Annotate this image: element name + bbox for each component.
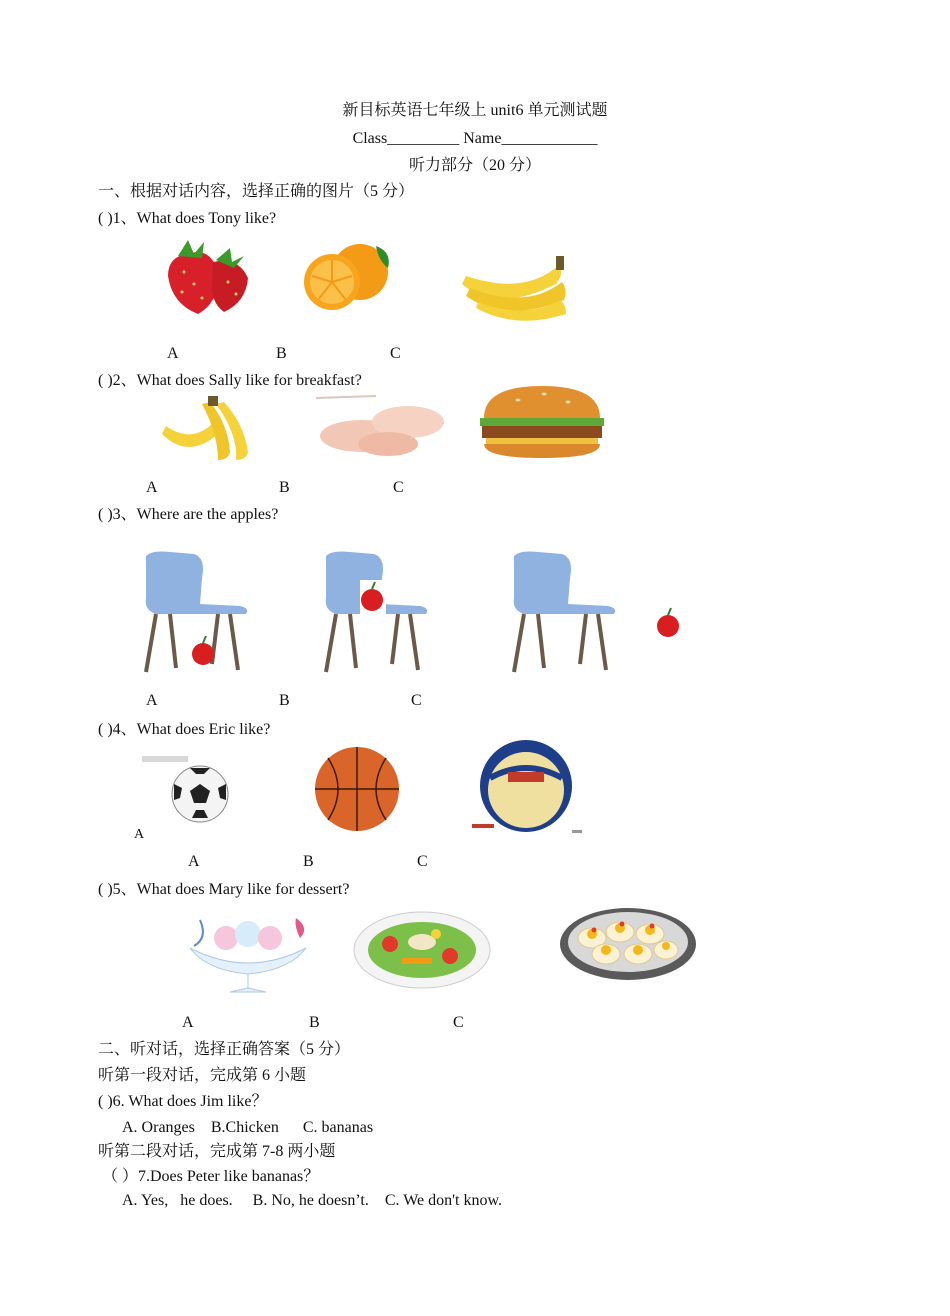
option-label-q3-a: A — [146, 692, 158, 709]
option-label-q5-c: C — [453, 1014, 464, 1031]
option-label-q5-b: B — [309, 1014, 320, 1031]
ice-cream-icon — [170, 908, 326, 1000]
option-label-q4-b: B — [303, 853, 314, 870]
question-7-options: A. Yes, he does. B. No, he doesn’t. C. We don't know. — [122, 1192, 502, 1209]
option-label-q5-a: A — [182, 1014, 194, 1031]
section1-heading: 一、根据对话内容，选择正确的图片（5 分） — [98, 183, 415, 200]
question-7: （ ）7.Does Peter like bananas？ — [102, 1168, 320, 1185]
chair-apple-on-icon — [290, 548, 470, 678]
soccer-ball-icon — [140, 754, 240, 826]
option-label-q1-c: C — [390, 345, 401, 362]
banana-icon — [456, 244, 572, 324]
orange-icon — [296, 238, 400, 312]
option-label-q1-b: B — [276, 345, 287, 362]
salad-icon — [350, 906, 494, 992]
question-2: ( )2、What does Sally like for breakfast? — [98, 372, 362, 389]
option-label-q1-a: A — [167, 345, 179, 362]
listening-part-heading: 听力部分（20 分） — [408, 157, 541, 174]
page-title: 新目标英语七年级上 unit6 单元测试题 — [342, 102, 608, 119]
option-label-q4-c: C — [417, 853, 428, 870]
question-6-options: A. Oranges B.Chicken C. bananas — [122, 1119, 374, 1136]
dialog2-instruction: 听第二段对话，完成第 7-8 两小题 — [98, 1143, 336, 1160]
egg-dessert-icon — [558, 900, 700, 984]
hamburger-icon — [468, 378, 618, 464]
question-6: ( )6. What does Jim like？ — [98, 1093, 268, 1110]
strawberry-icon — [158, 232, 254, 318]
dialog1-instruction: 听第一段对话，完成第 6 小题 — [98, 1067, 307, 1084]
question-4: ( )4、What does Eric like? — [98, 721, 271, 738]
chair-apple-under-icon — [100, 548, 280, 678]
option-label-q2-b: B — [279, 479, 290, 496]
volleyball-icon — [468, 738, 588, 838]
option-label-q3-c: C — [411, 692, 422, 709]
chair-apple-beside-icon — [474, 548, 694, 678]
option-label-q4-a: A — [188, 853, 200, 870]
banana-icon — [158, 394, 254, 466]
option-label-q3-b: B — [279, 692, 290, 709]
chicken-icon — [312, 392, 450, 462]
section2-heading: 二、听对话，选择正确答案（5 分） — [98, 1041, 351, 1058]
question-5: ( )5、What does Mary like for dessert? — [98, 881, 350, 898]
option-label-q2-c: C — [393, 479, 404, 496]
question-3: ( )3、Where are the apples? — [98, 506, 279, 523]
option-label-q2-a: A — [146, 479, 158, 496]
basketball-icon — [312, 740, 402, 838]
stray-option-label: A — [134, 827, 145, 842]
class-name-line: Class_________ Name____________ — [352, 130, 598, 147]
question-1: ( )1、What does Tony like? — [98, 210, 277, 227]
